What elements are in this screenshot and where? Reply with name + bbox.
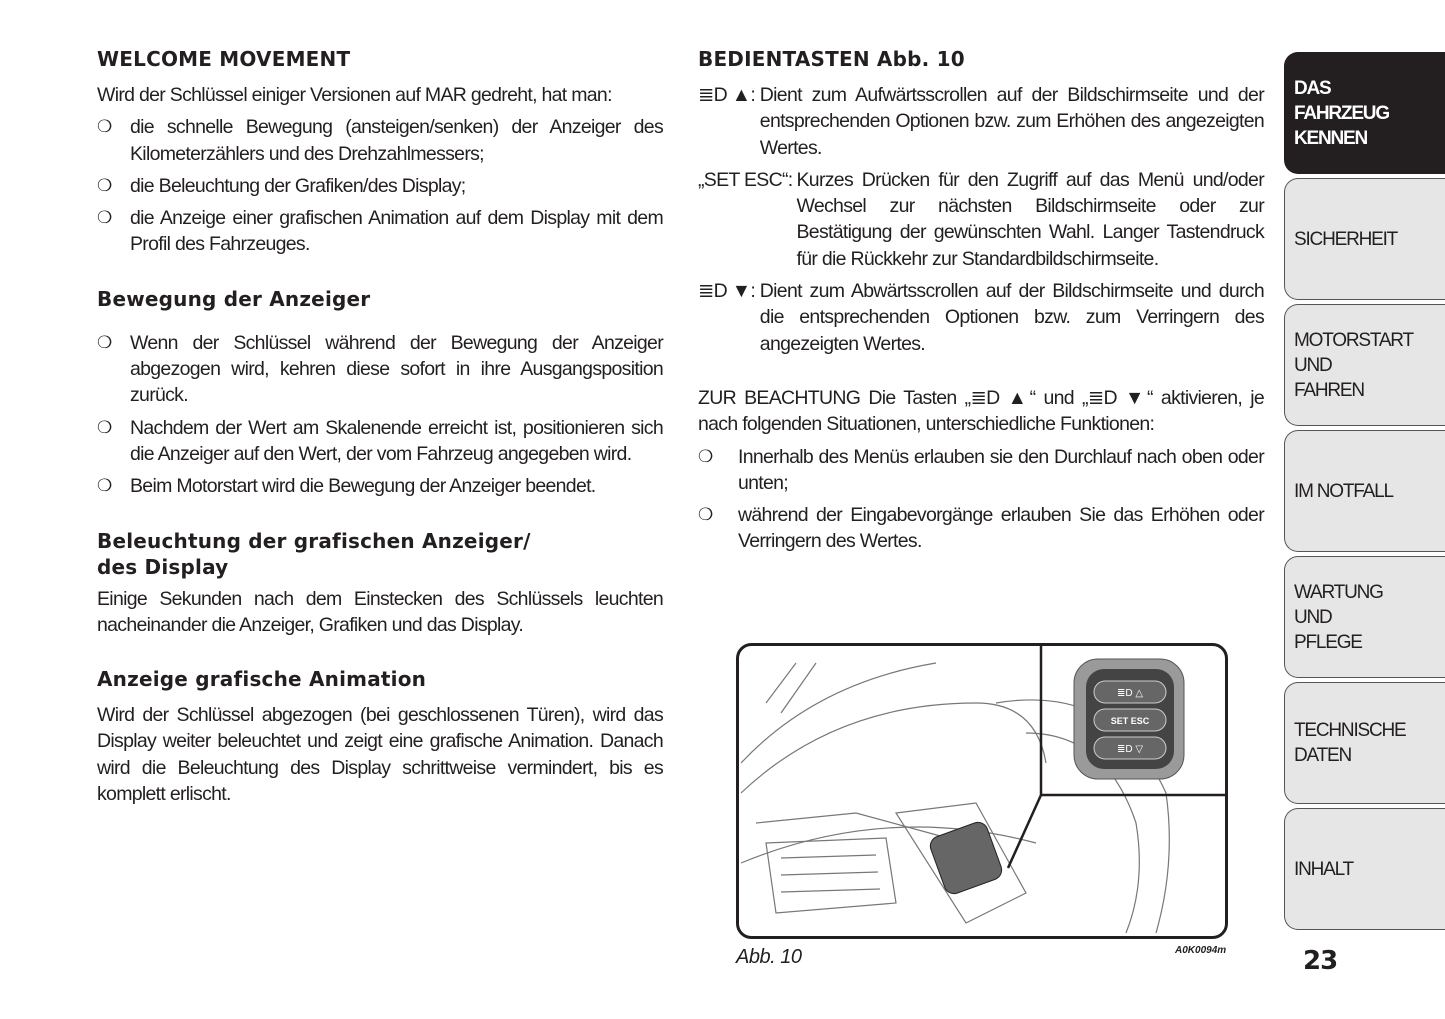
list-item: ❍ Wenn der Schlüssel während der Bewegung der Anzeiger abgezogen wird, kehren diese sofort in ihre Ausgangsposition zurück.: [97, 330, 663, 409]
paragraph: Wird der Schlüssel einiger Versionen auf MAR gedreht, hat man:: [97, 84, 612, 106]
list-item: ❍ während der Eingabevorgänge erlauben Sie das Erhöhen oder Verringern des Wertes.: [698, 502, 1264, 555]
note-paragraph: ZUR BEACHTUNG Die Tasten „≣D ▲“ und „≣D ▼“ aktivieren, je nach folgenden Situationen, unterschiedliche Funktionen:: [698, 386, 1264, 436]
headlight-dim-icon: ≣D: [1087, 386, 1117, 409]
list-item: ❍ Innerhalb des Menüs erlauben sie den Durchlauf nach oben oder unten;: [698, 444, 1264, 497]
list-item: ❍ die schnelle Bewegung (ansteigen/senken) der Anzeiger des Kilometerzählers und des Drehzahlmessers;: [97, 114, 663, 167]
heading-welcome-movement: WELCOME MOVEMENT: [97, 47, 351, 71]
tab-das-fahrzeug-kennen[interactable]: DAS FAHRZEUG KENNEN: [1284, 52, 1445, 174]
figure-button-label: SET ESC: [1110, 716, 1150, 726]
paragraph: Wird der Schlüssel abgezogen (bei geschlossenen Türen), wird das Display weiter beleuchtet und zeigt eine grafische Animation. Danach wird die Beleuchtung des Display schrittweise vermindert, bis es komplett erlischt.: [97, 704, 663, 806]
tab-im-notfall[interactable]: IM NOTFALL: [1284, 430, 1445, 552]
key-description-down: ≣D ▼: Dient zum Abwärtsscrollen auf der Bildschirmseite und durch die entsprechenden Optionen bzw. zum Verringern des angezeigten Wertes.: [698, 280, 1264, 355]
tab-wartung-und-pflege[interactable]: WARTUNG UND PFLEGE: [1284, 556, 1445, 678]
tab-inhalt[interactable]: INHALT: [1284, 808, 1445, 930]
chapter-tabs: [1284, 52, 1445, 934]
bullet-icon: ❍: [698, 505, 713, 525]
tab-sicherheit[interactable]: SICHERHEIT: [1284, 178, 1445, 300]
list-item: ❍ die Anzeige einer grafischen Animation auf dem Display mit dem Profil des Fahrzeuges.: [97, 205, 663, 258]
bullet-icon: ❍: [97, 175, 112, 195]
figure-caption: Abb. 10: [736, 946, 802, 968]
bullet-icon: ❍: [97, 208, 112, 228]
headlight-icon: ≣D: [698, 84, 732, 106]
bullet-icon: ❍: [97, 417, 112, 437]
figure-code: A0K0094m: [1175, 945, 1227, 956]
list-item: ❍ Nachdem der Wert am Skalenende erreicht ist, positionieren sich die Anzeiger auf den Wert, der vom Fahrzeug angegeben wird.: [97, 415, 663, 468]
bullet-icon: ❍: [97, 117, 112, 137]
svg-text:≣D △: ≣D △: [1116, 688, 1144, 699]
list-item: ❍ die Beleuchtung der Grafiken/des Display;: [97, 173, 663, 199]
right-column: [698, 46, 1264, 561]
bullet-icon: ❍: [97, 332, 112, 352]
heading-bedientasten: BEDIENTASTEN Abb. 10: [698, 47, 965, 71]
tab-technische-daten[interactable]: TECHNISCHE DATEN: [1284, 682, 1445, 804]
tab-motorstart-und-fahren[interactable]: MOTORSTART UND FAHREN: [1284, 304, 1445, 426]
bullet-icon: ❍: [698, 446, 713, 466]
paragraph: Einige Sekunden nach dem Einstecken des Schlüssels leuchten nacheinander die Anzeiger, Grafiken und das Display.: [97, 587, 663, 636]
left-column: [97, 46, 663, 813]
key-description-set-esc: „SET ESC“: Kurzes Drücken für den Zugriff auf das Menü und/oder Wechsel zur nächsten Bildschirmseite oder zur Bestätigung der gewünschten Wahl. Langer Tastendruck für die Rückkehr zur Standardbildschirmseite.: [698, 168, 1264, 270]
svg-text:≣D ▽: ≣D ▽: [1116, 744, 1144, 755]
figure-control-buttons: [736, 643, 1228, 939]
heading-bewegung: Bewegung der Anzeiger: [97, 286, 371, 311]
list-item: ❍ Beim Motorstart wird die Bewegung der Anzeiger beendet.: [97, 473, 663, 499]
page-number: 23: [1303, 946, 1338, 976]
heading-animation: Anzeige grafische Animation: [97, 667, 427, 692]
heading-beleuchtung: Beleuchtung der grafischen Anzeiger/ des Display: [97, 528, 531, 579]
headlight-dim-icon: ≣D: [698, 280, 732, 303]
bullet-icon: ❍: [97, 476, 112, 496]
key-description-up: ≣D ▲: Dient zum Aufwärtsscrollen auf der Bildschirmseite und der entsprechenden Optionen bzw. zum Erhöhen des angezeigten Wertes.: [698, 84, 1264, 159]
headlight-icon: ≣D: [970, 386, 1000, 409]
